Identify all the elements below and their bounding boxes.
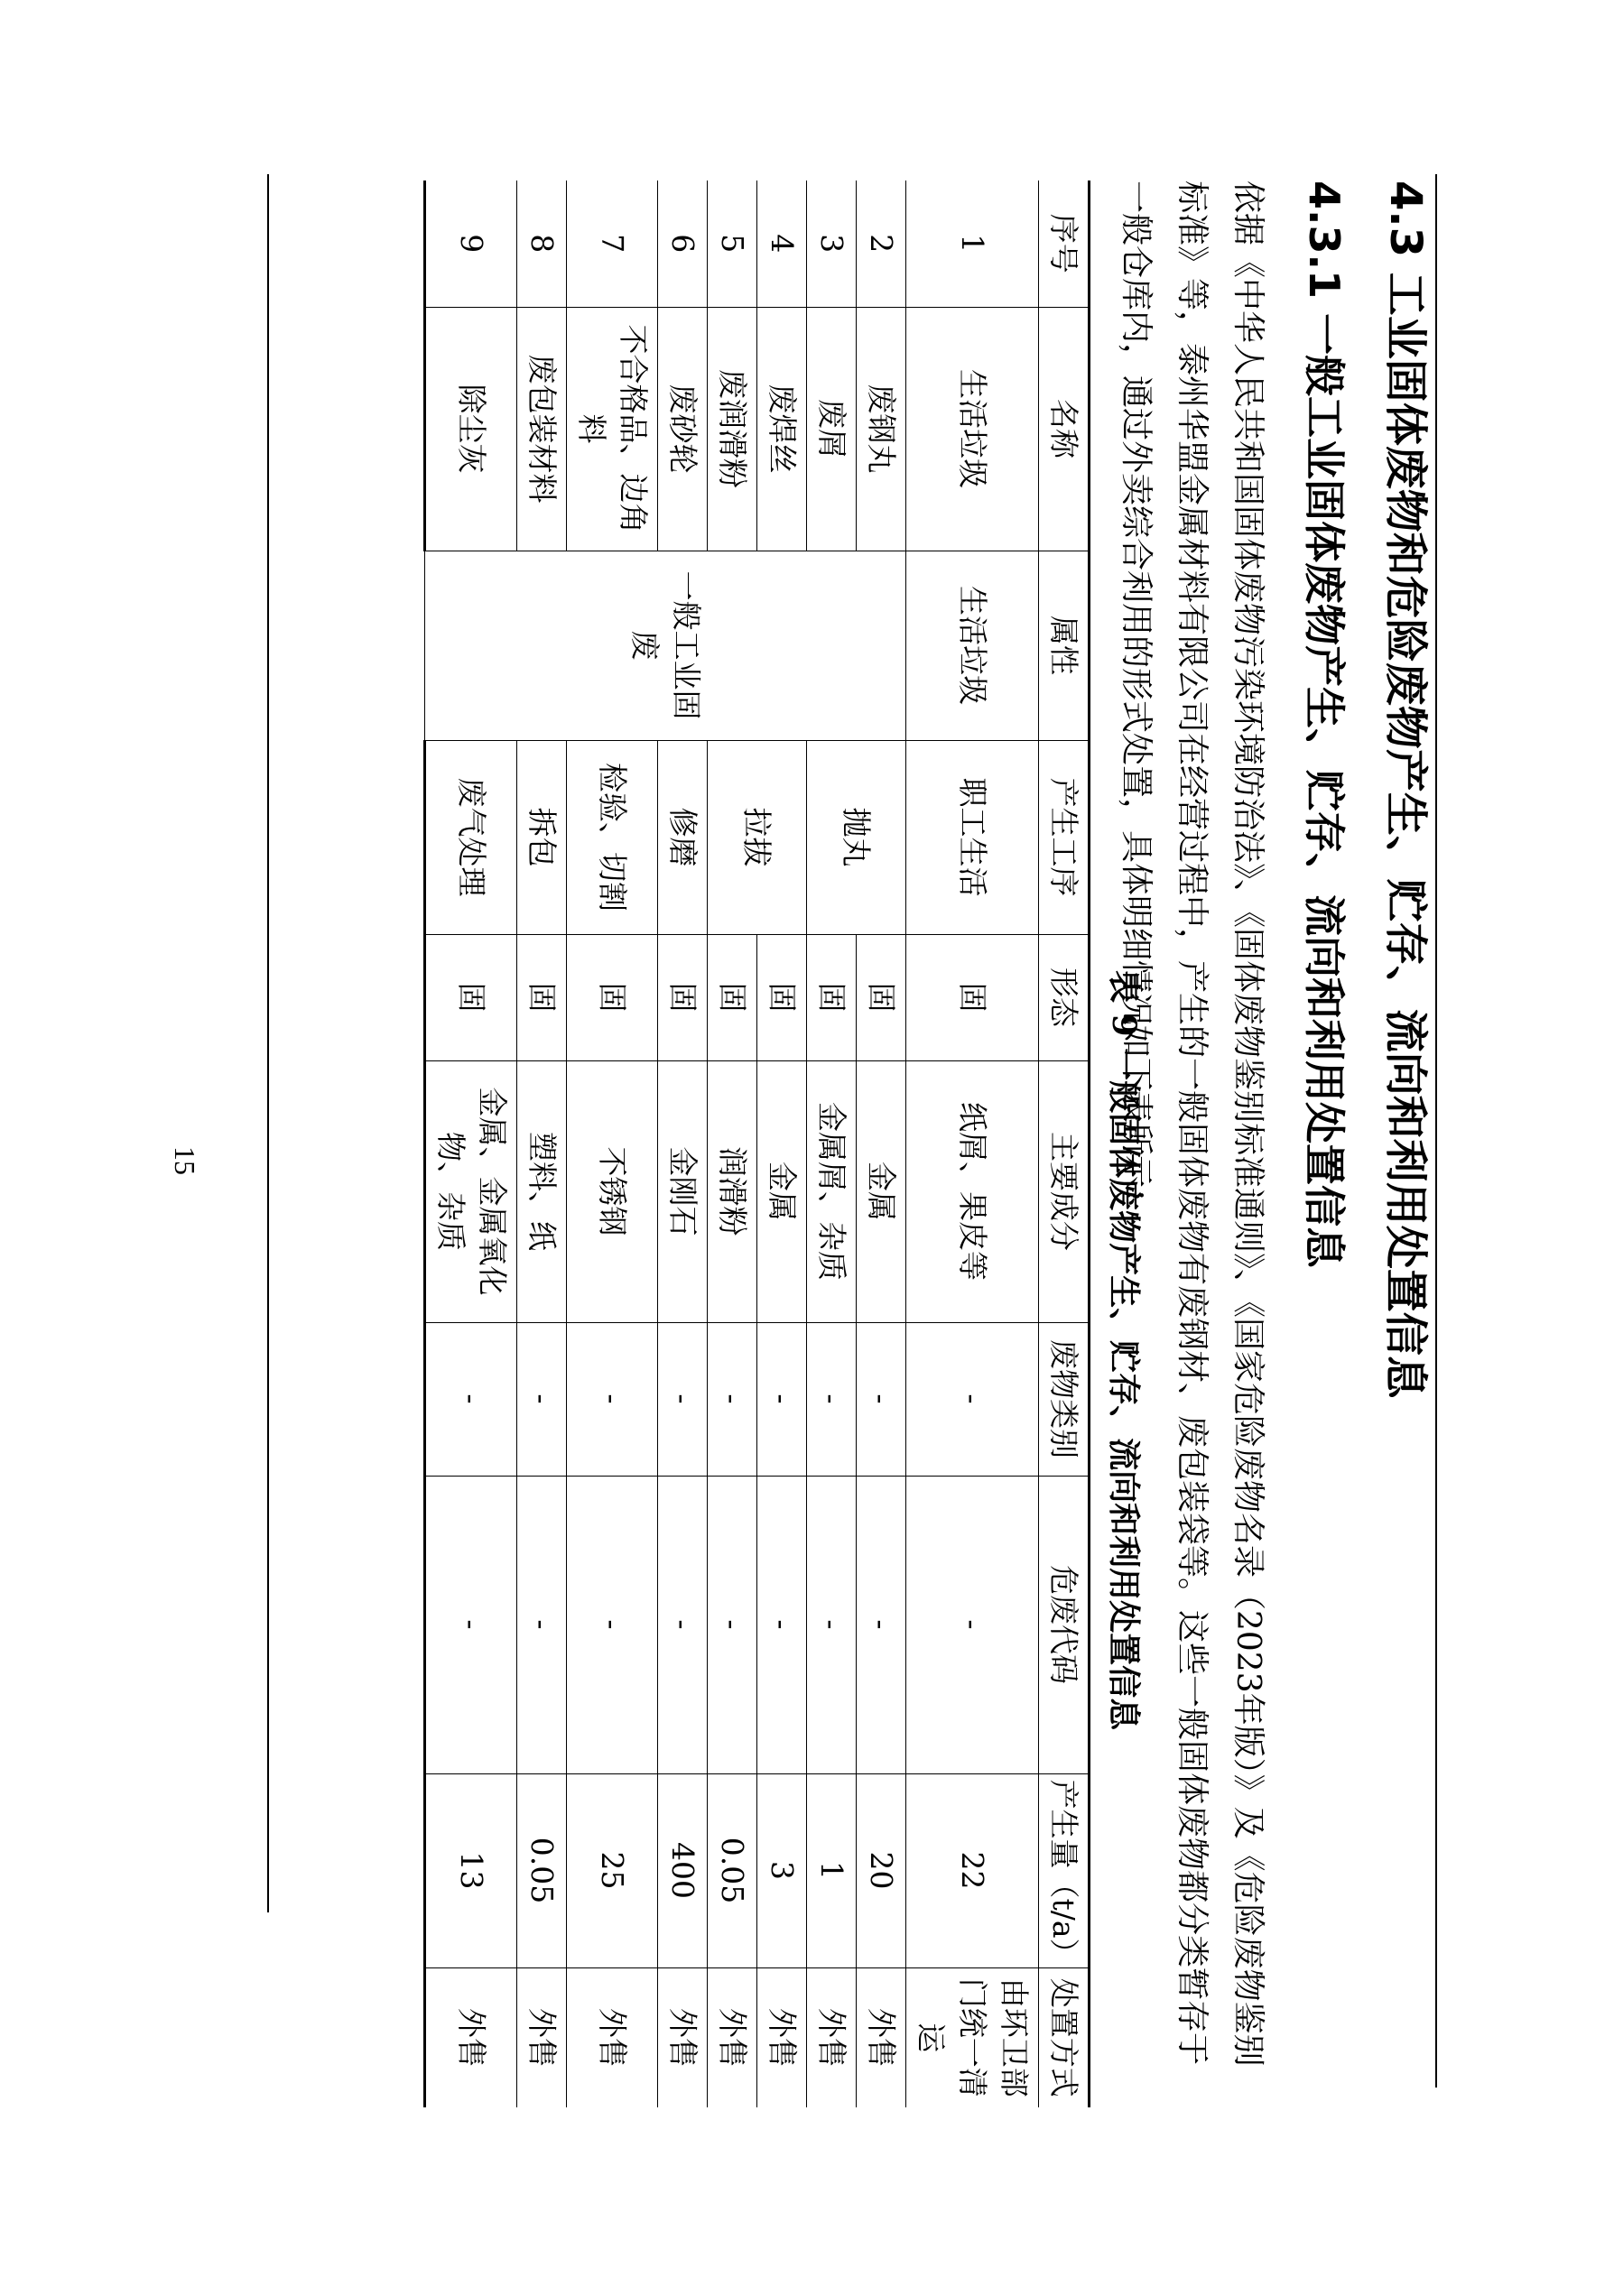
header-form: 形态 xyxy=(1039,934,1090,1060)
table-row xyxy=(757,181,807,2107)
cell-process: 职工生活 xyxy=(906,740,1039,934)
cell-process: 修磨 xyxy=(658,740,708,934)
header-component: 主要成分 xyxy=(1039,1060,1090,1322)
cell-category: - xyxy=(857,1322,906,1476)
section-heading: 4.3 工业固体废物和危险废物产生、贮存、流向和利用处置信息 xyxy=(1380,181,1431,1399)
cell-no: 6 xyxy=(658,181,708,307)
cell-no: 3 xyxy=(807,181,857,307)
cell-quantity: 1 xyxy=(807,1773,857,1967)
cell-form: 固 xyxy=(567,934,658,1060)
cell-form: 固 xyxy=(807,934,857,1060)
cell-code: - xyxy=(517,1476,567,1773)
table-row xyxy=(567,181,658,2107)
cell-component: 金属、金属氧化物、杂质 xyxy=(425,1060,517,1322)
cell-form: 固 xyxy=(658,934,708,1060)
header-name: 名称 xyxy=(1039,307,1090,551)
cell-name: 废润滑粉 xyxy=(708,307,757,551)
cell-code: - xyxy=(757,1476,807,1773)
cell-quantity: 13 xyxy=(425,1773,517,1967)
cell-form: 固 xyxy=(906,934,1039,1060)
cell-disposal: 外售 xyxy=(708,1967,757,2107)
cell-attr: 生活垃圾 xyxy=(906,551,1039,740)
cell-no: 5 xyxy=(708,181,757,307)
table-header-row xyxy=(1039,181,1090,2107)
header-category: 废物类别 xyxy=(1039,1322,1090,1476)
cell-name: 不合格品、边角料 xyxy=(567,307,658,551)
cell-component: 金属 xyxy=(757,1060,807,1322)
cell-category: - xyxy=(425,1322,517,1476)
subsection-heading: 4.3.1 一般工业固体废物产生、贮存、流向和利用处置信息 xyxy=(1300,181,1349,1268)
cell-form: 固 xyxy=(517,934,567,1060)
table-row xyxy=(807,181,857,2107)
table-row xyxy=(425,181,517,2107)
cell-quantity: 22 xyxy=(906,1773,1039,1967)
cell-code: - xyxy=(567,1476,658,1773)
cell-category: - xyxy=(906,1322,1039,1476)
cell-quantity: 400 xyxy=(658,1773,708,1967)
cell-name: 废砂轮 xyxy=(658,307,708,551)
table-row xyxy=(906,181,1039,2107)
cell-name: 废屑 xyxy=(807,307,857,551)
cell-category: - xyxy=(517,1322,567,1476)
header-process: 产生工序 xyxy=(1039,740,1090,934)
page-number: 15 xyxy=(169,1146,201,1175)
cell-code: - xyxy=(857,1476,906,1773)
cell-disposal: 外售 xyxy=(658,1967,708,2107)
cell-component: 金刚石 xyxy=(658,1060,708,1322)
cell-disposal: 外售 xyxy=(807,1967,857,2107)
cell-code: - xyxy=(658,1476,708,1773)
table-row xyxy=(708,181,757,2107)
cell-process: 拆包 xyxy=(517,740,567,934)
table-row xyxy=(658,181,708,2107)
cell-component: 金属屑、杂质 xyxy=(807,1060,857,1322)
cell-quantity: 3 xyxy=(757,1773,807,1967)
cell-form: 固 xyxy=(425,934,517,1060)
header-no: 序号 xyxy=(1039,181,1090,307)
cell-no: 9 xyxy=(425,181,517,307)
cell-form: 固 xyxy=(757,934,807,1060)
cell-quantity: 0.05 xyxy=(708,1773,757,1967)
body-paragraph: 依据《中华人民共和国固体废物污染环境防治法》、《固体废物鉴别标准通则》、《国家危险废物名录（2023年版）》及《危险废物鉴别标准》等，泰州华盟金属材料有限公司在经营过程中，产生的一般固体废物有废钢材、废包装袋等。这些一般固体废物都分类暂存于一般仓库内，通过外卖综合利用的形式处置，具体明细情况如下表所示： xyxy=(1118,181,1266,2067)
cell-no: 1 xyxy=(906,181,1039,307)
cell-category: - xyxy=(807,1322,857,1476)
header-quantity: 产生量（t/a） xyxy=(1039,1773,1090,1967)
cell-process: 废气处理 xyxy=(425,740,517,934)
cell-quantity: 0.05 xyxy=(517,1773,567,1967)
cell-process-merged: 拉拔 xyxy=(708,740,807,934)
table-caption: 表 9 一般固体废物产生、贮存、流向和利用处置信息 xyxy=(1105,970,1143,1731)
cell-component: 润滑粉 xyxy=(708,1060,757,1322)
cell-no: 8 xyxy=(517,181,567,307)
cell-component: 纸屑、果皮等 xyxy=(906,1060,1039,1322)
cell-component: 不锈钢 xyxy=(567,1060,658,1322)
cell-quantity: 25 xyxy=(567,1773,658,1967)
cell-form: 固 xyxy=(857,934,906,1060)
cell-code: - xyxy=(807,1476,857,1773)
cell-form: 固 xyxy=(708,934,757,1060)
cell-disposal: 由环卫部门统一清运 xyxy=(906,1967,1039,2107)
cell-code: - xyxy=(425,1476,517,1773)
header-disposal: 处置方式 xyxy=(1039,1967,1090,2107)
cell-name: 废钢丸 xyxy=(857,307,906,551)
table-row xyxy=(857,181,906,2107)
cell-category: - xyxy=(708,1322,757,1476)
waste-table xyxy=(423,181,1090,2107)
cell-code: - xyxy=(906,1476,1039,1773)
cell-name: 除尘灰 xyxy=(425,307,517,551)
header-attr: 属性 xyxy=(1039,551,1090,740)
cell-no: 2 xyxy=(857,181,906,307)
cell-process: 检验、切割 xyxy=(567,740,658,934)
cell-quantity: 20 xyxy=(857,1773,906,1967)
cell-component: 金属 xyxy=(857,1060,906,1322)
cell-category: - xyxy=(658,1322,708,1476)
cell-disposal: 外售 xyxy=(425,1967,517,2107)
cell-disposal: 外售 xyxy=(517,1967,567,2107)
cell-attr-merged: 一般工业固废 xyxy=(425,551,906,740)
cell-category: - xyxy=(567,1322,658,1476)
cell-disposal: 外售 xyxy=(857,1967,906,2107)
cell-code: - xyxy=(708,1476,757,1773)
cell-disposal: 外售 xyxy=(567,1967,658,2107)
cell-name: 生活垃圾 xyxy=(906,307,1039,551)
cell-category: - xyxy=(757,1322,807,1476)
table-row xyxy=(517,181,567,2107)
cell-component: 塑料、纸 xyxy=(517,1060,567,1322)
header-code: 危废代码 xyxy=(1039,1476,1090,1773)
cell-no: 4 xyxy=(757,181,807,307)
cell-no: 7 xyxy=(567,181,658,307)
cell-name: 废焊丝 xyxy=(757,307,807,551)
cell-process-merged: 抛丸 xyxy=(807,740,906,934)
cell-name: 废包装材料 xyxy=(517,307,567,551)
cell-disposal: 外售 xyxy=(757,1967,807,2107)
